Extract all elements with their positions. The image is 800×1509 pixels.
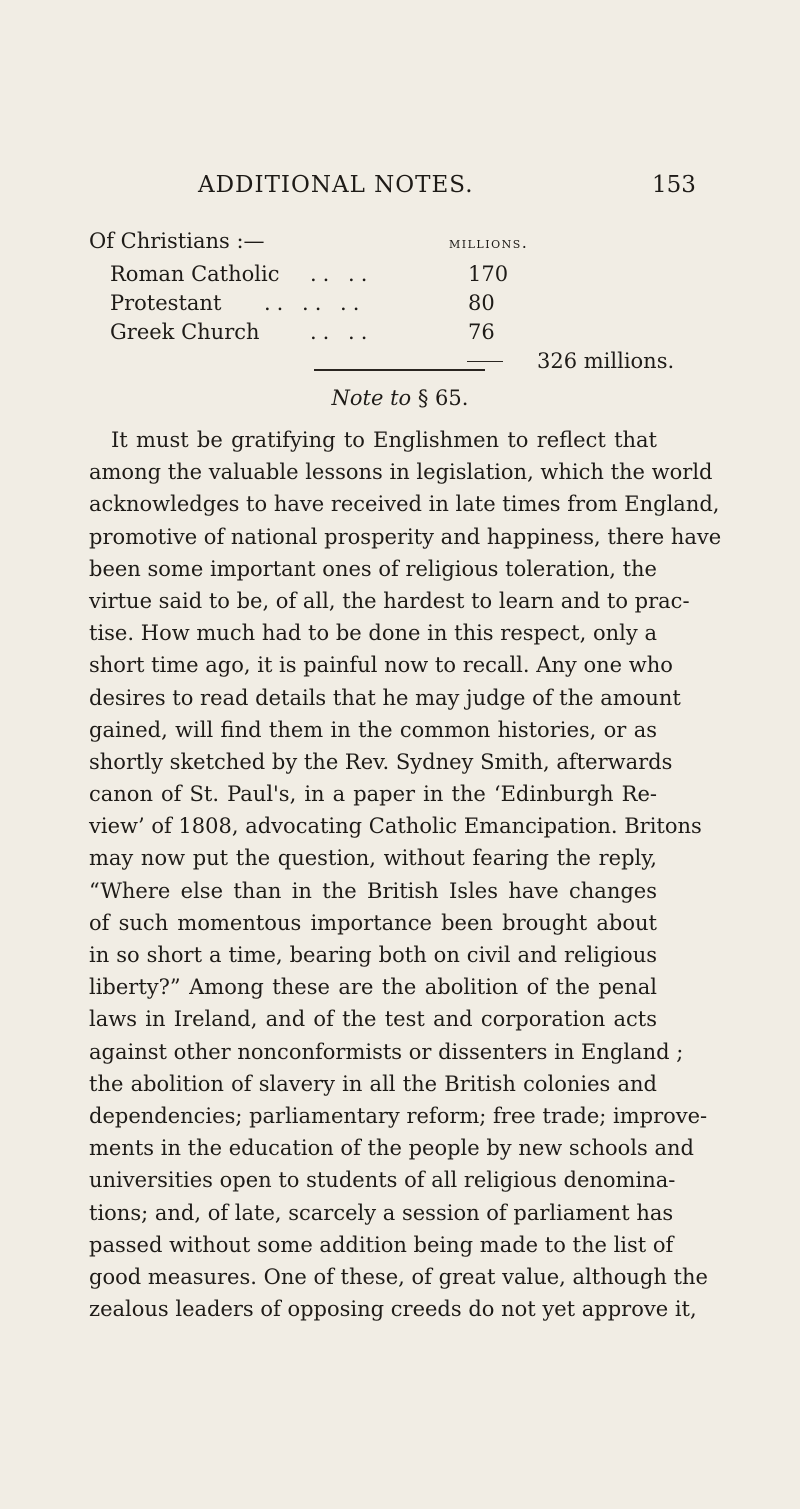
row-leader-dots: .. .. .. <box>264 291 366 315</box>
note-heading-ref: § 65. <box>417 386 469 410</box>
text-line: virtue said to be, of all, the hardest to learn and to prac- <box>89 588 690 613</box>
row-leader-dots: .. .. <box>310 262 374 286</box>
section-divider-rule <box>314 369 485 371</box>
row-name: Greek Church <box>110 320 260 344</box>
text-line: ments in the education of the people by new schools and <box>89 1136 694 1161</box>
text-line: among the valuable lessons in legislation, which the world <box>89 460 713 485</box>
text-line: acknowledges to have received in late times from England, <box>89 492 720 517</box>
text-line: It must be gratifying to Englishmen to reflect that <box>111 428 657 452</box>
text-line: against other nonconformists or dissenters in England ; <box>89 1039 684 1064</box>
text-line: canon of St. Paul's, in a paper in the ‘Edinburgh Re- <box>89 782 657 807</box>
text-line: been some important ones of religious toleration, the <box>89 556 657 581</box>
text-line: of such momentous importance been brought about <box>89 910 657 935</box>
row-leader-dots: .. .. <box>310 320 374 344</box>
note-heading <box>0 386 800 410</box>
text-line: in so short a time, bearing both on civil and religious <box>89 943 657 967</box>
statistics-unit-label: millions. <box>449 233 529 252</box>
statistics-row-protestant <box>0 291 800 321</box>
text-line: good measures. One of these, of great value, although the <box>89 1264 708 1289</box>
row-name: Protestant <box>110 291 222 315</box>
page-header-title: ADDITIONAL NOTES. <box>198 172 474 198</box>
statistics-total-row <box>0 349 800 379</box>
text-line: laws in Ireland, and of the test and corporation acts <box>89 1007 657 1032</box>
row-name: Roman Catholic <box>110 262 280 286</box>
text-line: short time ago, it is painful now to recall. Any one who <box>89 653 673 678</box>
statistics-total: 326 millions. <box>537 349 675 373</box>
text-line: dependencies; parliamentary reform; free trade; improve- <box>89 1103 708 1128</box>
running-head <box>0 172 800 206</box>
text-line: tise. How much had to be done in this respect, only a <box>89 621 657 646</box>
text-line: universities open to students of all religious denomina- <box>89 1168 676 1193</box>
text-line: promotive of national prosperity and happiness, there have <box>89 524 722 549</box>
statistics-row-roman-catholic <box>0 262 800 292</box>
text-line: tions; and, of late, scarcely a session of parliament has <box>89 1200 674 1225</box>
text-line: “Where else than in the British Isles have changes <box>89 878 657 903</box>
text-line: gained, will find them in the common histories, or as <box>89 717 657 742</box>
text-line: may now put the question, without fearing the reply, <box>89 846 657 871</box>
text-line: the abolition of slavery in all the British colonies and <box>89 1071 657 1096</box>
total-dash <box>467 361 503 362</box>
text-line: liberty?” Among these are the abolition of the penal <box>89 975 657 1000</box>
note-body-paragraph <box>89 424 722 1325</box>
row-value: 76 <box>468 320 495 344</box>
row-value: 170 <box>468 262 509 286</box>
text-line: zealous leaders of opposing creeds do not yet approve it, <box>89 1297 697 1322</box>
text-line: desires to read details that he may judge of the amount <box>89 685 681 710</box>
statistics-label: Of Christians :— <box>89 229 265 253</box>
statistics-row-greek-church <box>0 320 800 350</box>
text-line: shortly sketched by the Rev. Sydney Smith, afterwards <box>89 749 673 774</box>
text-line: passed without some addition being made to the list of <box>89 1232 674 1257</box>
row-value: 80 <box>468 291 495 315</box>
page-number: 153 <box>652 172 696 198</box>
note-heading-prefix: Note to <box>331 386 412 410</box>
text-line: view’ of 1808, advocating Catholic Emancipation. Britons <box>89 814 702 839</box>
